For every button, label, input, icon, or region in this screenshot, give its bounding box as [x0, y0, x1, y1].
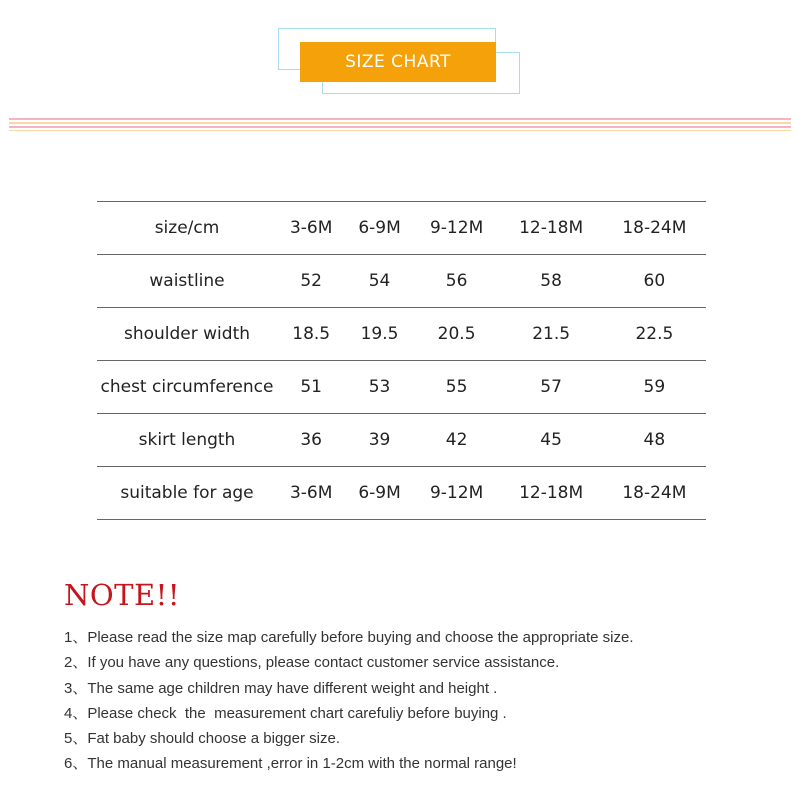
decorative-stripes: [9, 118, 791, 132]
header-cell: 12-18M: [500, 202, 603, 255]
table-cell: 57: [500, 361, 603, 414]
row-label: waistline: [97, 255, 277, 308]
note-title: NOTE!!: [64, 578, 180, 612]
table-row: [97, 361, 706, 414]
table-cell: 58: [500, 255, 603, 308]
table-cell: 55: [414, 361, 500, 414]
banner-title: SIZE CHART: [300, 42, 496, 82]
table-cell: 36: [277, 414, 345, 467]
note-item: 4、Please check the measurement chart carefuliy before buying .: [64, 704, 507, 722]
table-cell: 20.5: [414, 308, 500, 361]
table-header-row: [97, 202, 706, 255]
note-item: 1、Please read the size map carefully before buying and choose the appropriate size.: [64, 629, 634, 646]
table-cell: 39: [345, 414, 413, 467]
header-cell: 18-24M: [603, 202, 706, 255]
table-cell: 18-24M: [603, 467, 706, 520]
table-cell: 22.5: [603, 308, 706, 361]
table-row: [97, 255, 706, 308]
header-cell: size/cm: [97, 202, 277, 255]
table-cell: 6-9M: [345, 467, 413, 520]
header-cell: 3-6M: [277, 202, 345, 255]
stripe: [9, 130, 791, 131]
table-cell: 51: [277, 361, 345, 414]
table-cell: 56: [414, 255, 500, 308]
table-row: [97, 308, 706, 361]
stripe: [9, 118, 791, 120]
row-label: skirt length: [97, 414, 277, 467]
note-item: 5、Fat baby should choose a bigger size.: [64, 730, 340, 748]
table-cell: 52: [277, 255, 345, 308]
table-cell: 54: [345, 255, 413, 308]
table-cell: 42: [414, 414, 500, 467]
table-cell: 48: [603, 414, 706, 467]
table-cell: 19.5: [345, 308, 413, 361]
row-label: suitable for age: [97, 467, 277, 520]
table-row: [97, 467, 706, 520]
note-item: 2、If you have any questions, please contact customer service assistance.: [64, 654, 560, 672]
table-cell: 9-12M: [414, 467, 500, 520]
table-cell: 60: [603, 255, 706, 308]
note-item: 3、The same age children may have different weight and height .: [64, 679, 498, 697]
table-cell: 59: [603, 361, 706, 414]
stripe: [9, 126, 791, 128]
header-cell: 6-9M: [345, 202, 413, 255]
table-row: [97, 414, 706, 467]
table-cell: 53: [345, 361, 413, 414]
row-label: shoulder width: [97, 308, 277, 361]
table-cell: 3-6M: [277, 467, 345, 520]
table-cell: 45: [500, 414, 603, 467]
size-table: [97, 201, 706, 520]
row-label: chest circumference: [97, 361, 277, 414]
header-cell: 9-12M: [414, 202, 500, 255]
table-cell: 12-18M: [500, 467, 603, 520]
note-item: 6、The manual measurement ,error in 1-2cm with the normal range!: [64, 755, 517, 773]
table-cell: 18.5: [277, 308, 345, 361]
stripe: [9, 122, 791, 124]
note-list: [64, 625, 634, 777]
table-cell: 21.5: [500, 308, 603, 361]
size-chart-banner: [278, 28, 522, 96]
